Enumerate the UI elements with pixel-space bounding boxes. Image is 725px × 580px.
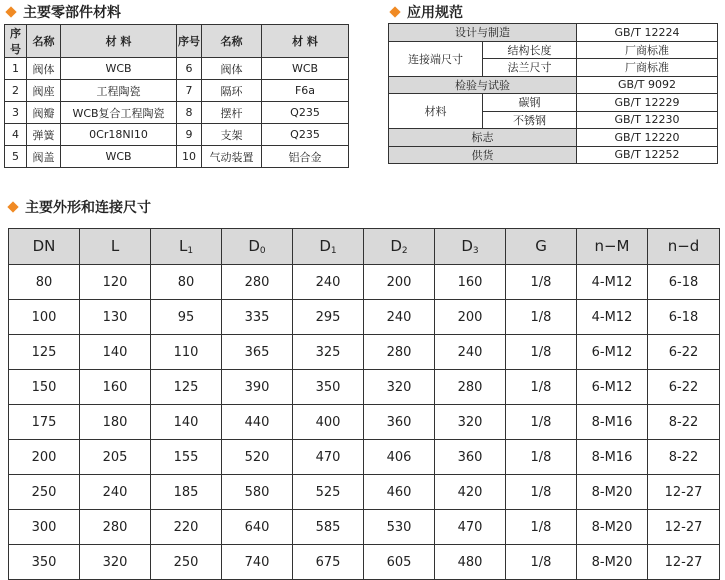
table-row [9, 440, 720, 475]
table-cell: 120 [80, 265, 151, 300]
header-d0: $D_0$ [222, 229, 293, 265]
table-cell: 390 [222, 370, 293, 405]
table-cell: 580 [222, 475, 293, 510]
table-cell: 155 [151, 440, 222, 475]
table-cell: 8-M20 [577, 510, 648, 545]
table-row [9, 265, 720, 300]
header-cell: 序号 [5, 25, 27, 58]
table-cell: 185 [151, 475, 222, 510]
parts-section-title [4, 2, 121, 22]
table-cell: 1/8 [506, 265, 577, 300]
table-cell: 365 [222, 335, 293, 370]
table-cell: 400 [293, 405, 364, 440]
table-cell: 8-M20 [577, 475, 648, 510]
table-cell: 200 [435, 300, 506, 335]
table-cell: 6 [177, 58, 202, 80]
table-cell: 碳钢 [483, 94, 577, 112]
table-cell: 95 [151, 300, 222, 335]
table-cell: 160 [80, 370, 151, 405]
table-cell: 470 [435, 510, 506, 545]
table-row [5, 146, 349, 168]
header-d2: $D_2$ [364, 229, 435, 265]
table-cell: 605 [364, 545, 435, 580]
table-cell: 4-M12 [577, 300, 648, 335]
table-row [5, 124, 349, 146]
table-cell: 80 [151, 265, 222, 300]
table-cell: 隔环 [202, 80, 262, 102]
dims-title-text: 主要外形和连接尺寸 [25, 200, 151, 216]
table-cell: WCB复合工程陶瓷 [61, 102, 177, 124]
table-cell: 材料 [389, 94, 483, 129]
table-cell: 4 [5, 124, 27, 146]
table-cell: 520 [222, 440, 293, 475]
table-cell: 8-22 [648, 440, 720, 475]
table-cell: 175 [9, 405, 80, 440]
header-cell: 材 料 [262, 25, 349, 58]
table-cell: 335 [222, 300, 293, 335]
table-cell: 240 [435, 335, 506, 370]
table-row [5, 80, 349, 102]
table-cell: WCB [262, 58, 349, 80]
table-cell: 250 [9, 475, 80, 510]
standards-title-text: 应用规范 [407, 5, 463, 21]
table-cell: 6-M12 [577, 370, 648, 405]
table-cell: 0Cr18NI10 [61, 124, 177, 146]
table-cell: 205 [80, 440, 151, 475]
table-cell: 支架 [202, 124, 262, 146]
table-cell: 气动装置 [202, 146, 262, 168]
table-cell: 标志 [389, 129, 577, 147]
table-cell: F6a [262, 80, 349, 102]
table-cell: 厂商标准 [577, 59, 718, 77]
table-cell: 法兰尺寸 [483, 59, 577, 77]
table-cell: 阀座 [27, 80, 61, 102]
header-dn: DN [9, 229, 80, 265]
table-cell: 2 [5, 80, 27, 102]
table-cell: 3 [5, 102, 27, 124]
table-cell: 280 [80, 510, 151, 545]
table-cell: 360 [364, 405, 435, 440]
table-cell: 320 [435, 405, 506, 440]
table-row [9, 300, 720, 335]
table-cell: 460 [364, 475, 435, 510]
table-cell: GB/T 12220 [577, 129, 718, 147]
table-row [389, 24, 718, 42]
table-cell: Q235 [262, 102, 349, 124]
table-cell: 结构长度 [483, 41, 577, 59]
header-cell: 材 料 [61, 25, 177, 58]
table-cell: 640 [222, 510, 293, 545]
table-cell: 130 [80, 300, 151, 335]
table-cell: 不锈钢 [483, 111, 577, 129]
table-cell: 480 [435, 545, 506, 580]
table-cell: WCB [61, 146, 177, 168]
table-cell: 295 [293, 300, 364, 335]
table-cell: GB/T 12252 [577, 146, 718, 164]
header-cell: 序号 [177, 25, 202, 58]
table-cell: 280 [222, 265, 293, 300]
header-d3: $D_3$ [435, 229, 506, 265]
diamond-bullet-icon [7, 201, 18, 212]
table-cell: 铝合金 [262, 146, 349, 168]
table-cell: 300 [9, 510, 80, 545]
table-cell: 1/8 [506, 300, 577, 335]
table-row [9, 405, 720, 440]
table-cell: WCB [61, 58, 177, 80]
table-cell: 420 [435, 475, 506, 510]
table-row [5, 58, 349, 80]
table-header-row [5, 25, 349, 58]
header-cell: 名称 [202, 25, 262, 58]
table-row [9, 335, 720, 370]
diamond-bullet-icon [389, 6, 400, 17]
table-cell: 180 [80, 405, 151, 440]
table-cell: GB/T 12230 [577, 111, 718, 129]
diamond-bullet-icon [5, 6, 16, 17]
table-cell: 280 [364, 335, 435, 370]
table-cell: 阀盖 [27, 146, 61, 168]
table-cell: 440 [222, 405, 293, 440]
table-cell: 125 [9, 335, 80, 370]
table-cell: 110 [151, 335, 222, 370]
table-row [9, 545, 720, 580]
table-cell: 150 [9, 370, 80, 405]
table-cell: 80 [9, 265, 80, 300]
table-row [9, 475, 720, 510]
parts-materials-table [4, 24, 349, 168]
table-cell: 检验与试验 [389, 76, 577, 94]
table-cell: 设计与制造 [389, 24, 577, 42]
table-cell: 325 [293, 335, 364, 370]
table-cell: 160 [435, 265, 506, 300]
standards-section-title [388, 2, 463, 22]
table-row [5, 102, 349, 124]
table-cell: 12-27 [648, 510, 720, 545]
table-cell: 8 [177, 102, 202, 124]
table-cell: 6-22 [648, 370, 720, 405]
table-row [389, 76, 718, 94]
table-cell: 350 [9, 545, 80, 580]
table-cell: 5 [5, 146, 27, 168]
table-cell: 12-27 [648, 545, 720, 580]
table-cell: 140 [80, 335, 151, 370]
table-cell: 8-22 [648, 405, 720, 440]
table-cell: GB/T 12229 [577, 94, 718, 112]
table-cell: 525 [293, 475, 364, 510]
table-cell: 阀瓣 [27, 102, 61, 124]
table-cell: 12-27 [648, 475, 720, 510]
table-cell: 供货 [389, 146, 577, 164]
table-row [389, 129, 718, 147]
table-cell: 125 [151, 370, 222, 405]
table-cell: Q235 [262, 124, 349, 146]
table-cell: 4-M12 [577, 265, 648, 300]
table-row [389, 41, 718, 59]
table-cell: 1 [5, 58, 27, 80]
table-cell: 320 [80, 545, 151, 580]
table-cell: 1/8 [506, 335, 577, 370]
table-cell: 10 [177, 146, 202, 168]
header-l1: $L_1$ [151, 229, 222, 265]
header-d1: $D_1$ [293, 229, 364, 265]
table-cell: 6-18 [648, 300, 720, 335]
table-cell: 280 [435, 370, 506, 405]
table-cell: GB/T 9092 [577, 76, 718, 94]
dimensions-table [8, 228, 720, 580]
table-cell: 连接端尺寸 [389, 41, 483, 76]
table-cell: 406 [364, 440, 435, 475]
header-n-m: n−M [577, 229, 648, 265]
parts-title-text: 主要零部件材料 [23, 5, 121, 21]
table-cell: 工程陶瓷 [61, 80, 177, 102]
table-cell: 100 [9, 300, 80, 335]
table-cell: 8-M16 [577, 440, 648, 475]
table-row [389, 94, 718, 112]
table-cell: 200 [9, 440, 80, 475]
table-cell: 675 [293, 545, 364, 580]
table-cell: 6-M12 [577, 335, 648, 370]
header-n-d: n−d [648, 229, 720, 265]
table-cell: 1/8 [506, 545, 577, 580]
table-cell: 240 [293, 265, 364, 300]
table-cell: 240 [80, 475, 151, 510]
table-cell: 350 [293, 370, 364, 405]
table-cell: 740 [222, 545, 293, 580]
table-cell: 470 [293, 440, 364, 475]
table-cell: 1/8 [506, 440, 577, 475]
table-cell: 220 [151, 510, 222, 545]
header-g: G [506, 229, 577, 265]
table-cell: 8-M20 [577, 545, 648, 580]
table-cell: 530 [364, 510, 435, 545]
table-cell: 1/8 [506, 475, 577, 510]
table-cell: 厂商标准 [577, 41, 718, 59]
table-cell: GB/T 12224 [577, 24, 718, 42]
table-cell: 阀体 [27, 58, 61, 80]
table-cell: 9 [177, 124, 202, 146]
table-cell: 阀体 [202, 58, 262, 80]
table-cell: 1/8 [506, 510, 577, 545]
table-cell: 1/8 [506, 370, 577, 405]
table-header-row [9, 229, 720, 265]
standards-table [388, 23, 718, 164]
table-cell: 摆杆 [202, 102, 262, 124]
table-cell: 7 [177, 80, 202, 102]
table-cell: 弹簧 [27, 124, 61, 146]
header-cell: 名称 [27, 25, 61, 58]
table-cell: 6-18 [648, 265, 720, 300]
table-cell: 360 [435, 440, 506, 475]
table-cell: 320 [364, 370, 435, 405]
table-cell: 8-M16 [577, 405, 648, 440]
table-row [389, 146, 718, 164]
table-row [9, 370, 720, 405]
dims-section-title [6, 197, 151, 217]
table-cell: 200 [364, 265, 435, 300]
table-cell: 585 [293, 510, 364, 545]
header-l: L [80, 229, 151, 265]
table-cell: 1/8 [506, 405, 577, 440]
table-cell: 140 [151, 405, 222, 440]
table-cell: 6-22 [648, 335, 720, 370]
table-row [9, 510, 720, 545]
table-cell: 250 [151, 545, 222, 580]
table-cell: 240 [364, 300, 435, 335]
